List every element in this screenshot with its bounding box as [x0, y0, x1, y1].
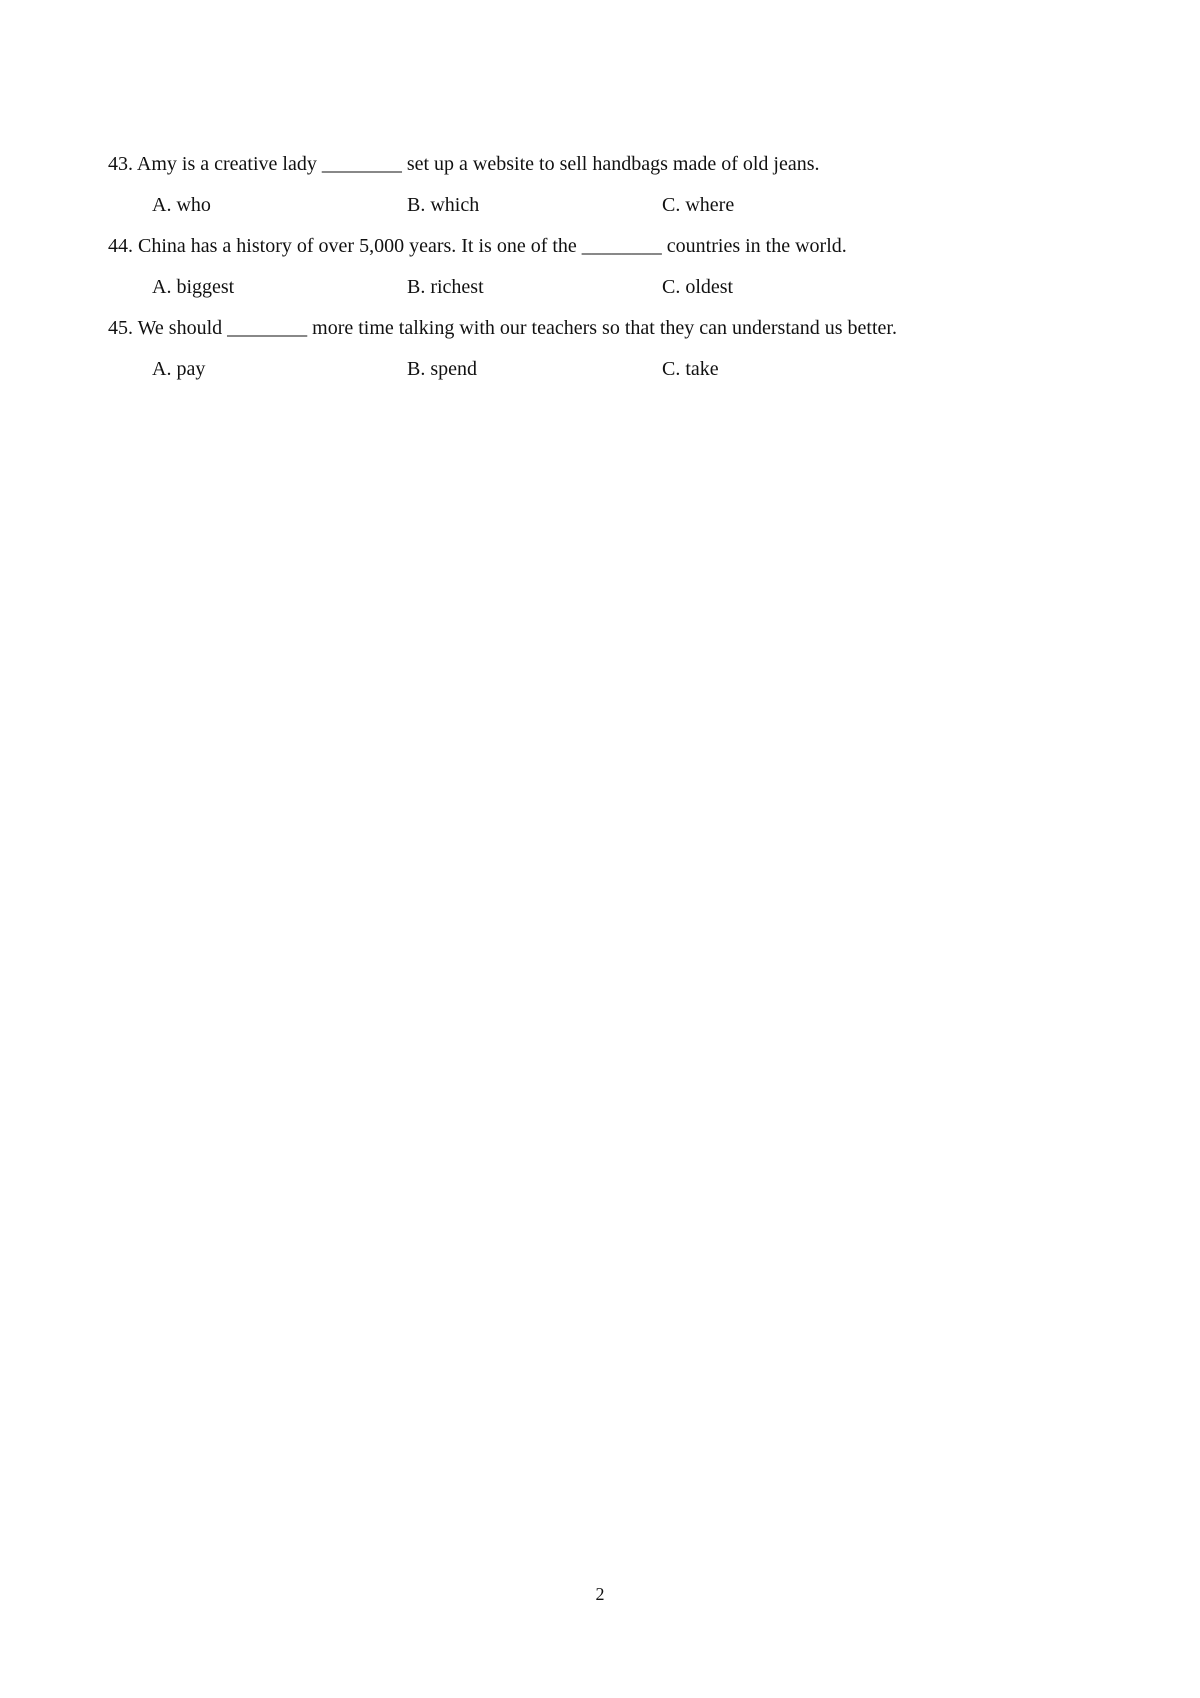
- option-a: A. pay: [152, 358, 206, 380]
- option-a: A. who: [152, 194, 211, 216]
- option-b: B. richest: [407, 276, 484, 298]
- question-45: [108, 314, 1108, 383]
- question-stem: 44. China has a history of over 5,000 years. It is one of the ________ countries in the world.: [108, 235, 847, 257]
- option-c: C. where: [662, 194, 735, 216]
- option-b: B. spend: [407, 358, 477, 380]
- option-row: [152, 273, 1108, 301]
- option-b: B. which: [407, 194, 480, 216]
- option-row: [152, 191, 1108, 219]
- question-44: [108, 232, 1108, 301]
- page-number: 2: [595, 1584, 605, 1604]
- option-c: C. oldest: [662, 276, 734, 298]
- question-list: [108, 150, 1108, 396]
- option-row: [152, 355, 1108, 383]
- option-c: C. take: [662, 358, 719, 380]
- question-43: [108, 150, 1108, 219]
- question-stem: 43. Amy is a creative lady ________ set up a website to sell handbags made of old jeans.: [108, 153, 820, 175]
- option-a: A. biggest: [152, 276, 235, 298]
- question-stem: 45. We should ________ more time talking with our teachers so that they can understand us better.: [108, 317, 897, 339]
